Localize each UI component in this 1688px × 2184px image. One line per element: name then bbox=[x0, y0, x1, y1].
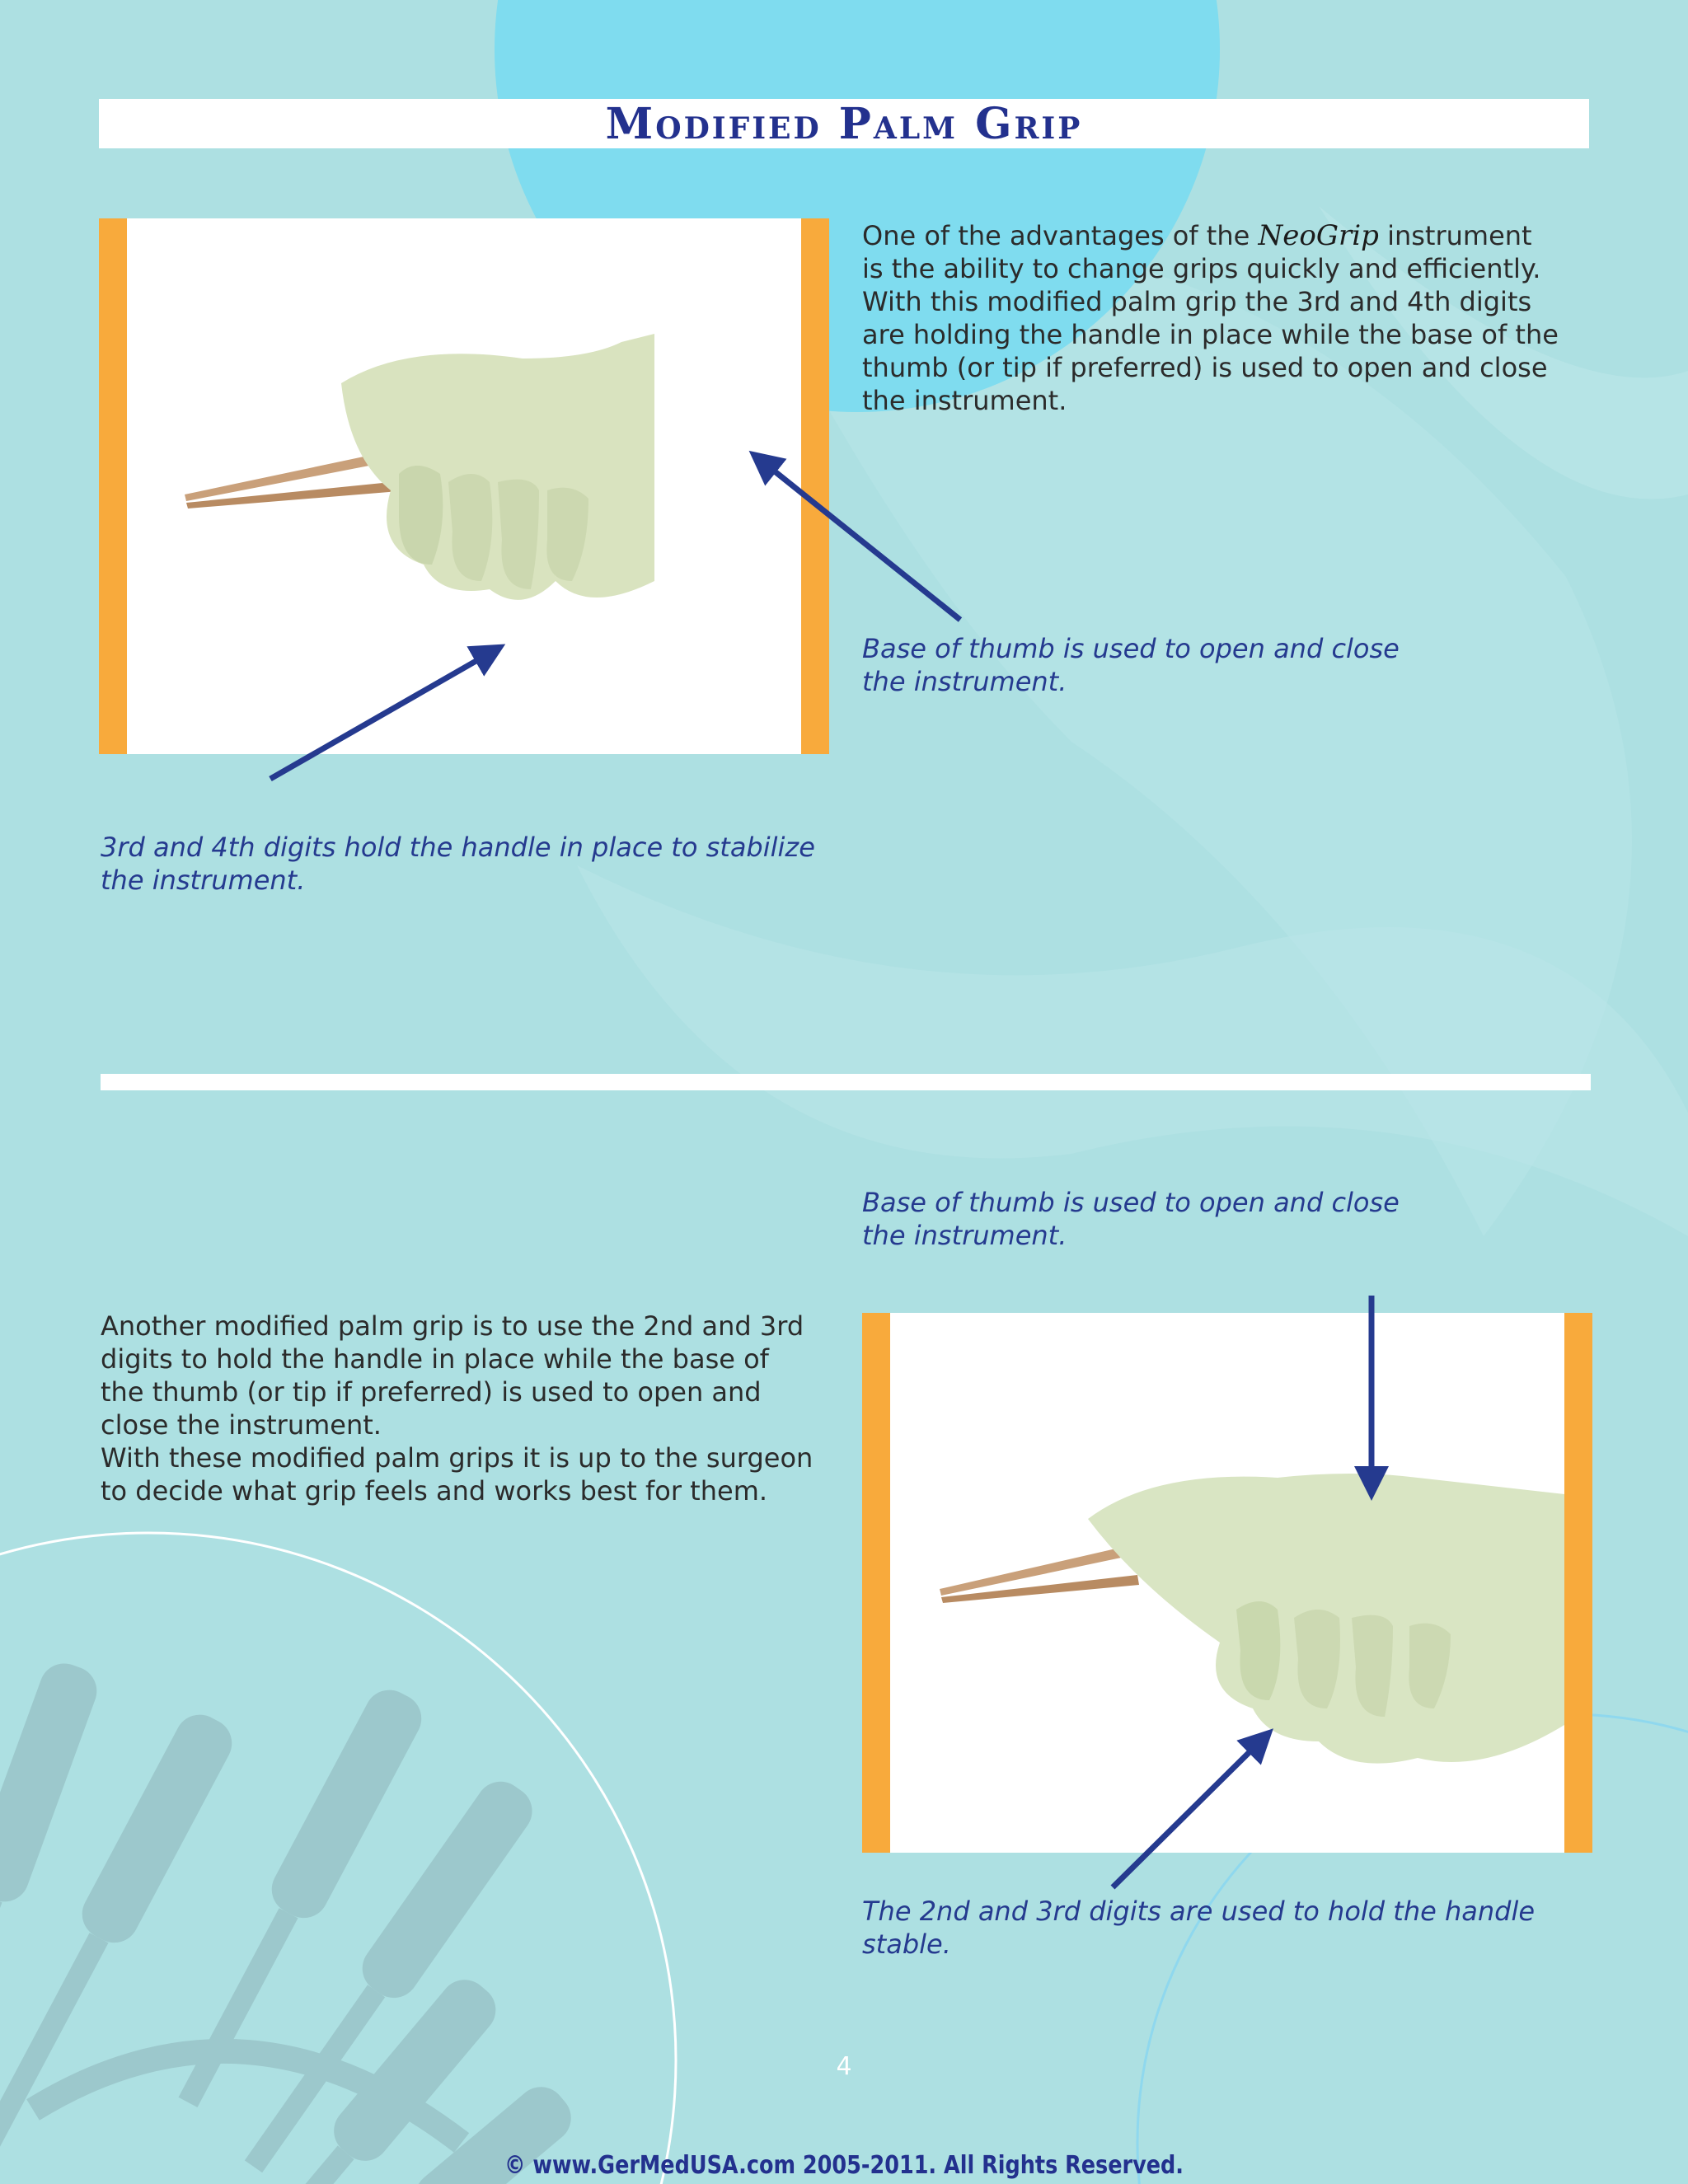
copyright-footer: © www.GerMedUSA.com 2005-2011. All Rights Reserved. bbox=[504, 2151, 1184, 2180]
title-bar bbox=[99, 99, 1589, 148]
section2-line-6: to decide what grip feels and works best for them. bbox=[101, 1475, 768, 1507]
section2-caption-thumb: Base of thumb is used to open and close the instrument. bbox=[862, 1187, 1400, 1251]
section1-line-3: With this modified palm grip the 3rd and 4th digits bbox=[862, 286, 1532, 317]
neogrip-brand: NeoGrip bbox=[1258, 219, 1379, 252]
section2-description bbox=[101, 1310, 813, 1507]
section1-caption-thumb: Base of thumb is used to open and close the instrument. bbox=[862, 633, 1400, 697]
gloved-hand-illustration bbox=[890, 1313, 1564, 1853]
section2-caption-digits: The 2nd and 3rd digits are used to hold the handle stable. bbox=[862, 1896, 1536, 1960]
page-number: 4 bbox=[836, 2052, 852, 2081]
photo-palm-grip-1 bbox=[99, 218, 829, 754]
section1-line-2: is the ability to change grips quickly and efficiently. bbox=[862, 253, 1541, 284]
section1-line-6: the instrument. bbox=[862, 385, 1067, 416]
section1-line-5: thumb (or tip if preferred) is used to open and close bbox=[862, 352, 1548, 383]
section1-description bbox=[862, 219, 1559, 417]
section1-line-1: One of the advantages of the NeoGrip instrument bbox=[862, 219, 1532, 252]
section2-line-3: the thumb (or tip if preferred) is used to open and bbox=[101, 1376, 762, 1408]
section2-line-2: digits to hold the handle in place while the base of bbox=[101, 1343, 769, 1375]
section2-line-1: Another modified palm grip is to use the 2nd and 3rd bbox=[101, 1310, 804, 1342]
section1-caption-digits: 3rd and 4th digits hold the handle in place to stabilize the instrument. bbox=[101, 832, 815, 896]
section2-line-5: With these modified palm grips it is up to the surgeon bbox=[101, 1442, 814, 1474]
section1-line-4: are holding the handle in place while the base of the bbox=[862, 319, 1559, 350]
section2-line-4: close the instrument. bbox=[101, 1409, 382, 1441]
gloved-hand-illustration bbox=[127, 218, 801, 754]
instrument-watermark-icon bbox=[0, 1657, 581, 2184]
section-divider bbox=[101, 1074, 1591, 1090]
page-title: Modified Palm Grip bbox=[605, 98, 1083, 149]
photo-palm-grip-2 bbox=[862, 1313, 1592, 1853]
